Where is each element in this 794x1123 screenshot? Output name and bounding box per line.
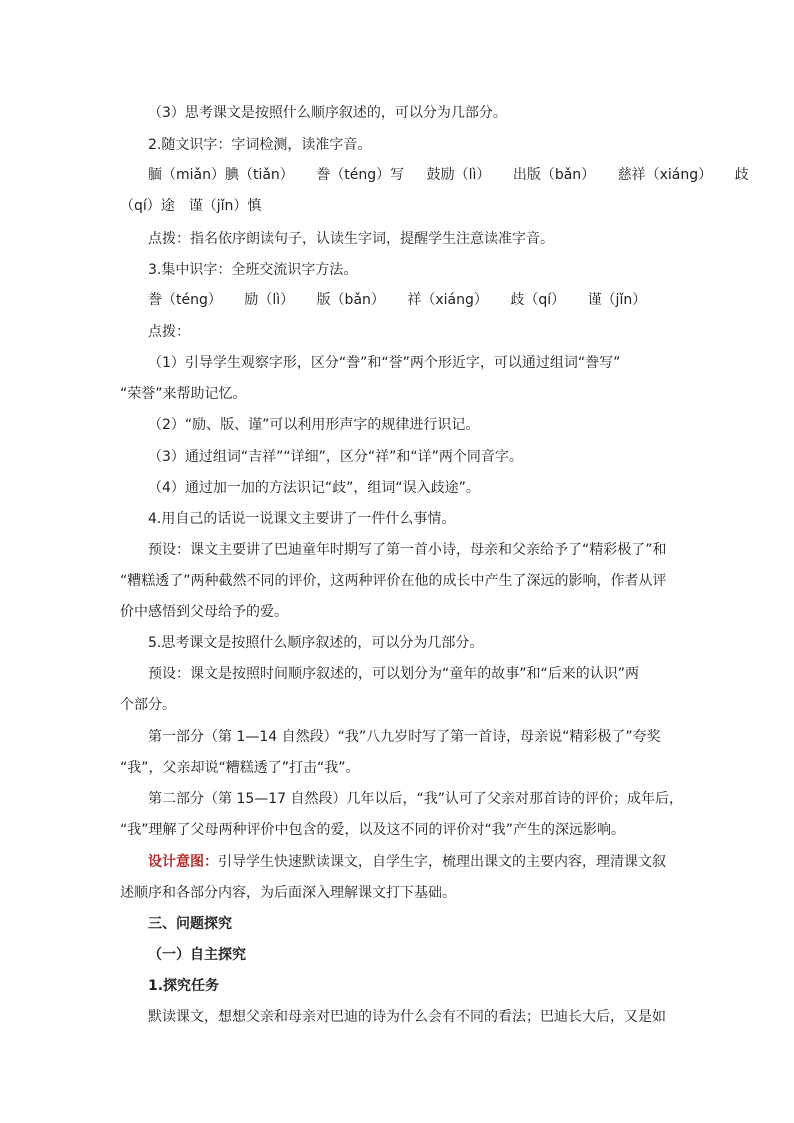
pinyin-word: 出版（bǎn）	[512, 167, 596, 183]
design-intent-paragraph	[148, 852, 666, 872]
paragraph: （2）“励、版、谨”可以利用形声字的规律进行识记。	[148, 417, 480, 433]
pinyin-word: 誊（téng）	[148, 292, 222, 308]
design-intent-label: 设计意图：	[148, 854, 218, 870]
pinyin-word: 鼓励（lì）	[426, 167, 491, 183]
paragraph: （3）通过组词“吉祥”“详细”，区分“祥”和“详”两个同音字。	[148, 449, 523, 465]
paragraph: “荣誉”来帮助记忆。	[120, 386, 247, 402]
paragraph: （1）引导学生观察字形，区分“誊”和“誉”两个形近字，可以通过组词“誊写”	[148, 355, 621, 371]
pinyin-word: 誊（téng）写	[316, 167, 405, 183]
paragraph: “我”理解了父母两种评价中包含的爱，以及这不同的评价对“我”产生的深远影响。	[120, 822, 626, 838]
paragraph: 预设：课文是按照时间顺序叙述的，可以划分为“童年的故事”和“后来的认识”两	[148, 666, 640, 682]
paragraph: 5.思考课文是按照什么顺序叙述的，可以分为几部分。	[148, 635, 484, 651]
pinyin-word: 励（lì）	[244, 292, 295, 308]
pinyin-word: 歧	[734, 167, 749, 183]
pinyin-row	[148, 290, 664, 310]
paragraph: 4.用自己的话说一说课文主要讲了一件什么事情。	[148, 511, 456, 527]
pinyin-row	[148, 165, 767, 185]
pinyin-word: 腼（miǎn）腆（tiǎn）	[148, 167, 294, 183]
pinyin-word: 谨（jǐn）	[587, 292, 647, 308]
paragraph: 第一部分（第 1—14 自然段）“我”八九岁时写了第一首诗，母亲说“精彩极了”夸奖	[148, 729, 661, 745]
paragraph: （4）通过加一加的方法识记“歧”，组词“误入歧途”。	[148, 480, 480, 496]
paragraph: “糟糕透了”两种截然不同的评价，这两种评价在他的成长中产生了深远的影响，作者从评	[120, 573, 667, 589]
paragraph: 点拨：指名依序朗读句子，认读生字词，提醒学生注意读准字音。	[148, 231, 554, 247]
paragraph: 点拨：	[148, 324, 190, 340]
paragraph: 个部分。	[120, 697, 176, 713]
task-heading: 1.探究任务	[148, 978, 220, 994]
design-intent-text: 引导学生快速默读课文，自学生字，梳理出课文的主要内容，理清课文叙	[218, 854, 666, 870]
pinyin-word: 祥（xiáng）	[407, 292, 488, 308]
paragraph: （qí）途 谨（jǐn）慎	[120, 198, 262, 214]
paragraph: 第二部分（第 15—17 自然段）几年以后，“我”认可了父亲对那首诗的评价；成年后，	[148, 791, 684, 807]
pinyin-word: 慈祥（xiáng）	[617, 167, 713, 183]
paragraph: “我”，父亲却说“糟糕透了”打击“我”。	[120, 760, 360, 776]
paragraph: 预设：课文主要讲了巴迪童年时期写了第一首小诗，母亲和父亲给予了“精彩极了”和	[148, 542, 667, 558]
pinyin-word: 版（bǎn）	[316, 292, 385, 308]
subsection-heading: （一）自主探究	[148, 947, 246, 963]
paragraph: （3）思考课文是按照什么顺序叙述的，可以分为几部分。	[148, 105, 507, 121]
paragraph: 默读课文，想想父亲和母亲对巴迪的诗为什么会有不同的看法；巴迪长大后，又是如	[148, 1009, 666, 1025]
pinyin-word: 歧（qí）	[510, 292, 566, 308]
paragraph: 3.集中识字：全班交流识字方法。	[148, 262, 358, 278]
paragraph: 2.随文识字：字词检测，读准字音。	[148, 137, 372, 153]
paragraph: 价中感悟到父母给予的爱。	[120, 604, 288, 620]
paragraph: 述顺序和各部分内容，为后面深入理解课文打下基础。	[120, 885, 456, 901]
section-heading: 三、问题探究	[148, 916, 232, 932]
